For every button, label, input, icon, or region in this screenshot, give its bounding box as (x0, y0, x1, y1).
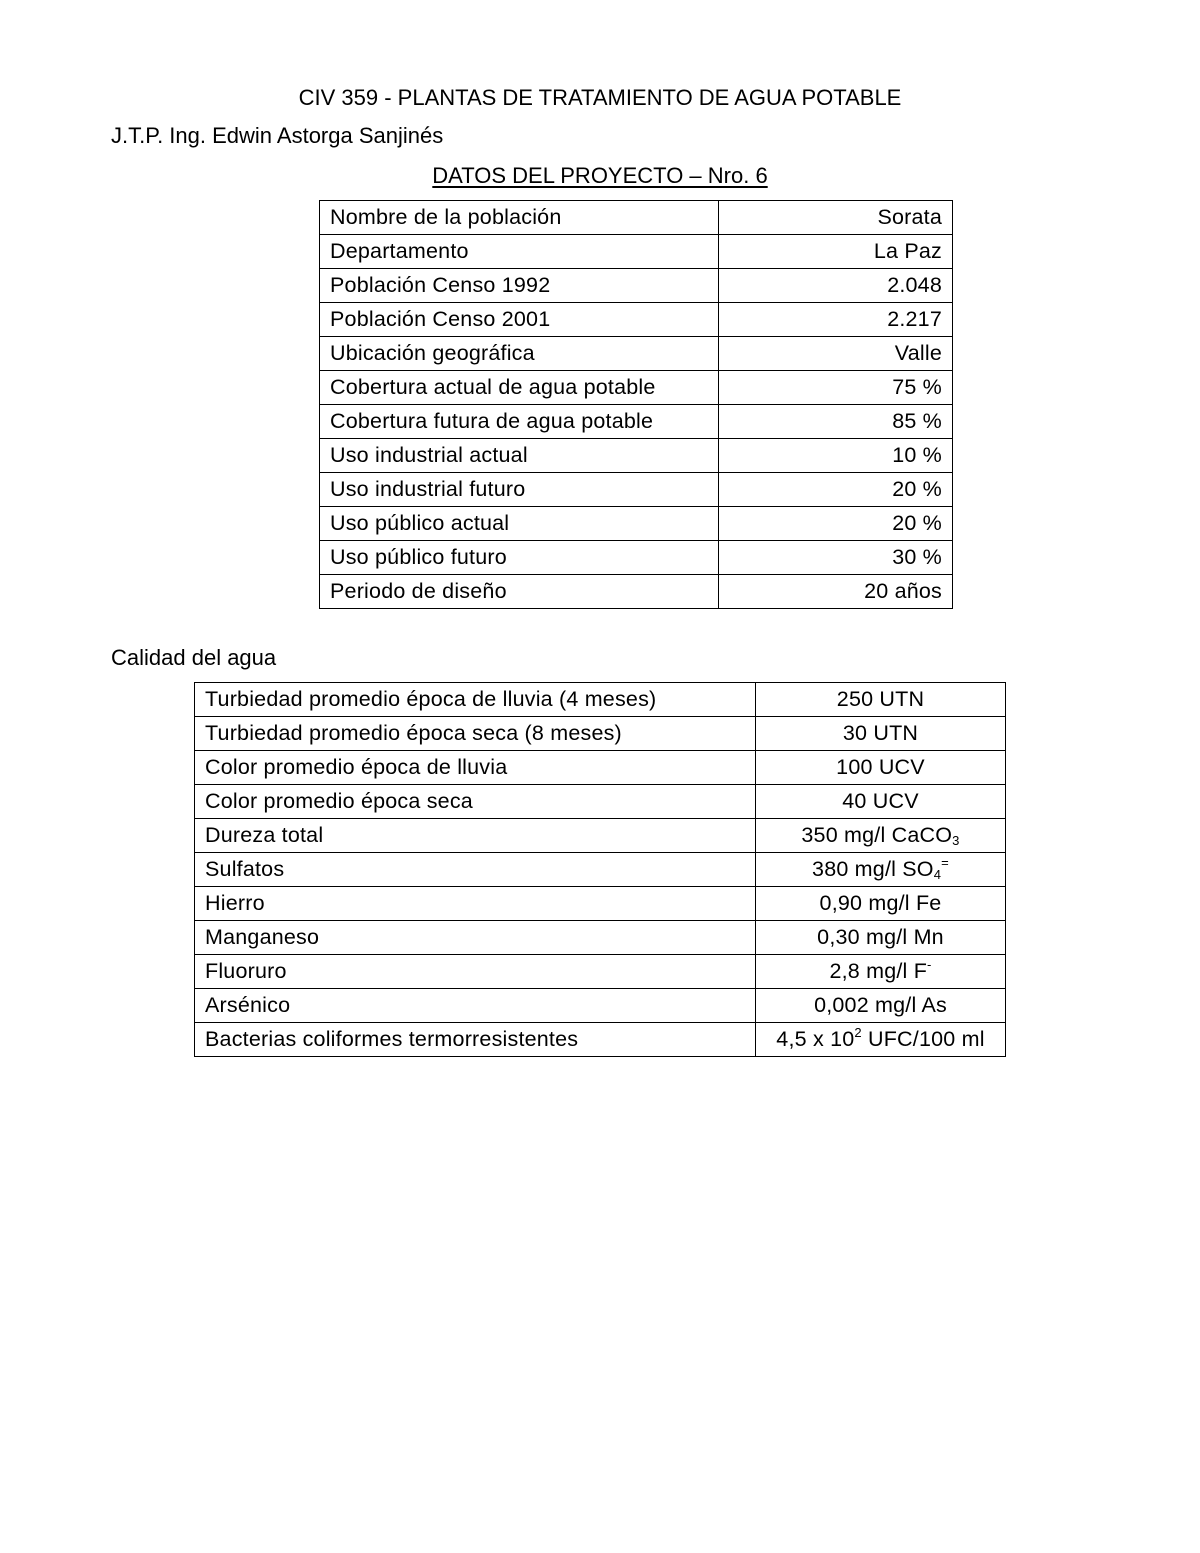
table-row (320, 575, 953, 609)
row-value: Valle (719, 337, 953, 371)
table-row (320, 201, 953, 235)
project-title: DATOS DEL PROYECTO – Nro. 6 (432, 163, 768, 188)
row-label: Sulfatos (195, 853, 756, 887)
row-label: Periodo de diseño (320, 575, 719, 609)
water-quality-table (194, 682, 1006, 1057)
row-value: 100 UCV (756, 751, 1006, 785)
table-row (320, 439, 953, 473)
table-row (320, 473, 953, 507)
row-value: 0,30 mg/l Mn (756, 921, 1006, 955)
table-row (320, 507, 953, 541)
row-label: Ubicación geográfica (320, 337, 719, 371)
row-label: Manganeso (195, 921, 756, 955)
row-value: 2.048 (719, 269, 953, 303)
table-row (195, 751, 1006, 785)
row-value-cell (756, 853, 1006, 887)
row-value: 0,002 mg/l As (756, 989, 1006, 1023)
row-label: Arsénico (195, 989, 756, 1023)
subscript: 3 (952, 833, 960, 848)
row-value-suffix: UFC/100 ml (861, 1027, 985, 1051)
row-label: Color promedio época seca (195, 785, 756, 819)
subscript: 4 (933, 867, 942, 882)
row-value: 30 % (719, 541, 953, 575)
table-row (195, 955, 1006, 989)
table-row (195, 1023, 1006, 1057)
project-data-table (319, 200, 953, 609)
row-label: Turbiedad promedio época seca (8 meses) (195, 717, 756, 751)
table-row (195, 819, 1006, 853)
row-label: Departamento (320, 235, 719, 269)
row-label: Color promedio época de lluvia (195, 751, 756, 785)
row-label: Bacterias coliformes termorresistentes (195, 1023, 756, 1057)
row-value: 2,8 mg/l F (829, 959, 928, 983)
table-row (195, 921, 1006, 955)
row-label: Turbiedad promedio época de lluvia (4 meses) (195, 683, 756, 717)
row-label: Uso industrial actual (320, 439, 719, 473)
course-title: CIV 359 - PLANTAS DE TRATAMIENTO DE AGUA POTABLE (298, 85, 902, 110)
table-row (320, 235, 953, 269)
row-label: Dureza total (195, 819, 756, 853)
row-value: 20 % (719, 473, 953, 507)
row-label: Nombre de la población (320, 201, 719, 235)
table-row (195, 717, 1006, 751)
row-value: 20 años (719, 575, 953, 609)
table-row (320, 541, 953, 575)
table-row (195, 785, 1006, 819)
row-value: 0,90 mg/l Fe (756, 887, 1006, 921)
row-value: 85 % (719, 405, 953, 439)
row-value: Sorata (719, 201, 953, 235)
table-row (195, 887, 1006, 921)
table-row (320, 303, 953, 337)
superscript: = (941, 855, 949, 870)
row-label: Cobertura actual de agua potable (320, 371, 719, 405)
table-row (195, 853, 1006, 887)
table-row (195, 989, 1006, 1023)
row-value-cell (756, 955, 1006, 989)
row-label: Hierro (195, 887, 756, 921)
row-value: 250 UTN (756, 683, 1006, 717)
table-row (320, 405, 953, 439)
row-value: 75 % (719, 371, 953, 405)
row-value: La Paz (719, 235, 953, 269)
row-value: 4,5 x 10 (776, 1027, 855, 1051)
table-row (195, 683, 1006, 717)
row-value: 380 mg/l SO (812, 857, 934, 881)
row-value: 10 % (719, 439, 953, 473)
row-value: 40 UCV (756, 785, 1006, 819)
row-label: Fluoruro (195, 955, 756, 989)
row-value: 30 UTN (756, 717, 1006, 751)
row-label: Cobertura futura de agua potable (320, 405, 719, 439)
row-label: Uso público actual (320, 507, 719, 541)
row-value-cell (756, 819, 1006, 853)
row-label: Uso industrial futuro (320, 473, 719, 507)
row-value: 20 % (719, 507, 953, 541)
row-value: 350 mg/l CaCO (801, 823, 953, 847)
instructor-line: J.T.P. Ing. Edwin Astorga Sanjinés (111, 123, 444, 148)
row-label: Población Censo 1992 (320, 269, 719, 303)
superscript: 2 (854, 1025, 862, 1040)
water-quality-heading: Calidad del agua (111, 645, 277, 670)
row-value-cell (756, 1023, 1006, 1057)
table-row (320, 269, 953, 303)
superscript: - (927, 957, 932, 972)
row-label: Uso público futuro (320, 541, 719, 575)
row-value: 2.217 (719, 303, 953, 337)
row-label: Población Censo 2001 (320, 303, 719, 337)
table-row (320, 337, 953, 371)
table-row (320, 371, 953, 405)
